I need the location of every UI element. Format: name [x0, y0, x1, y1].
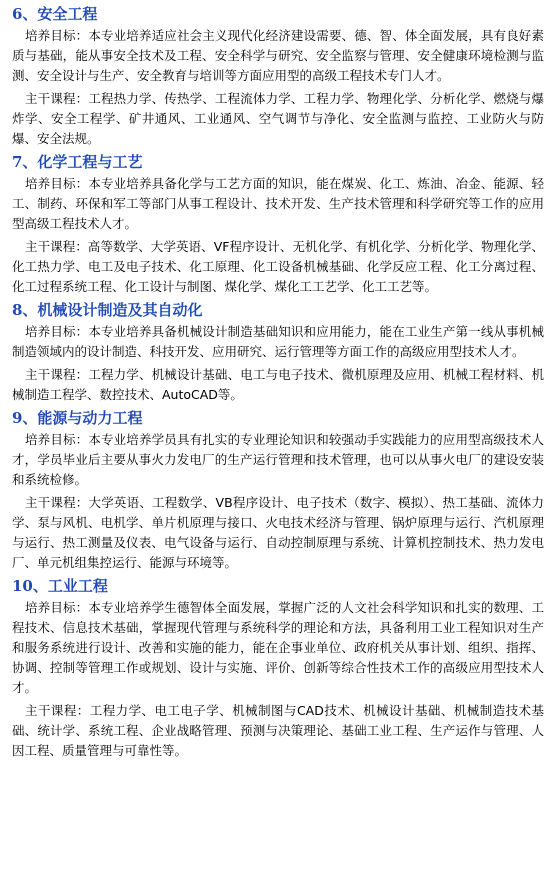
- training-goal-paragraph: [12, 26, 544, 86]
- core-courses-paragraph: [12, 493, 544, 573]
- training-goal-label: 培养目标：: [25, 28, 89, 43]
- section-energy-power: [12, 408, 544, 573]
- core-courses-label: 主干课程：: [25, 367, 89, 382]
- training-goal-label: 培养目标：: [25, 432, 89, 447]
- core-courses-text: 工程力学、电工电子学、机械制图与CAD技术、机械设计基础、机械制造技术基础、统计学、系统工程、企业战略管理、预测与决策理论、基础工业工程、生产运作与管理、人因工程、质量管理与可靠性等。: [12, 703, 544, 758]
- training-goal-label: 培养目标：: [25, 176, 89, 191]
- training-goal-label: 培养目标：: [25, 600, 89, 615]
- section-title: 9、能源与动力工程: [12, 409, 143, 427]
- training-goal-paragraph: [12, 322, 544, 362]
- core-courses-label: 主干课程：: [25, 91, 89, 106]
- training-goal-label: 培养目标：: [25, 324, 89, 339]
- core-courses-label: 主干课程：: [25, 239, 88, 254]
- section-title: 8、机械设计制造及其自动化: [12, 301, 203, 319]
- section-chemical-engineering: [12, 152, 544, 297]
- core-courses-paragraph: [12, 237, 544, 297]
- training-goal-text: 本专业培养学生德智体全面发展，掌握广泛的人文社会科学知识和扎实的数理、工程技术、信息技术基础，掌握现代管理与系统科学的理论和方法，具备利用工业工程知识对生产和服务系统进行设计、改善和实施的能力，能在企事业单位、政府机关从事计划、组织、指挥、协调、控制等管理工作或规划、设计与实施、评价、创新等综合性技术工作的高级应用型技术人才。: [12, 600, 544, 695]
- core-courses-text: 工程力学、机械设计基础、电工与电子技术、微机原理及应用、机械工程材料、机械制造工程学、数控技术、AutoCAD等。: [12, 367, 544, 402]
- core-courses-text: 大学英语、工程数学、VB程序设计、电子技术（数字、模拟）、热工基础、流体力学、泵与风机、电机学、单片机原理与接口、火电技术经济与管理、锅炉原理与运行、汽机原理与运行、热工测量及仪表、电气设备与运行、自动控制原理与系统、计算机控制技术、热力发电厂、单元机组集控运行、能源与环境等。: [12, 495, 544, 570]
- section-industrial-engineering: [12, 576, 544, 761]
- core-courses-label: 主干课程：: [25, 495, 89, 510]
- training-goal-text: 本专业培养学员具有扎实的专业理论知识和较强动手实践能力的应用型高级技术人才，学员毕业后主要从事火力发电厂的生产运行管理和技术管理，也可以从事火电厂的建设安装和系统检修。: [12, 432, 544, 487]
- core-courses-text: 工程热力学、传热学、工程流体力学、工程力学、物理化学、分析化学、燃烧与爆炸学、安全工程学、矿井通风、工业通风、空气调节与净化、安全监测与监控、工业防火与防爆、安全法规。: [12, 91, 544, 146]
- training-goal-paragraph: [12, 430, 544, 490]
- core-courses-paragraph: [12, 89, 544, 149]
- core-courses-paragraph: [12, 701, 544, 761]
- training-goal-text: 本专业培养具备化学与工艺方面的知识，能在煤炭、化工、炼油、冶金、能源、轻工、制药、环保和军工等部门从事工程设计、技术开发、生产技术管理和科学研究等工作的应用型高级工程技术人才。: [12, 176, 544, 231]
- section-mechanical-design: [12, 300, 544, 405]
- section-title: 7、化学工程与工艺: [12, 153, 143, 171]
- core-courses-text: 高等数学、大学英语、VF程序设计、无机化学、有机化学、分析化学、物理化学、化工热力学、电工及电子技术、化工原理、化工设备机械基础、化学反应工程、化工分离过程、化工过程系统工程、化工设计与制图、煤化学、煤化工工艺学、化工工艺等。: [12, 239, 544, 294]
- section-title: 10、工业工程: [12, 577, 108, 595]
- core-courses-label: 主干课程：: [25, 703, 90, 718]
- training-goal-text: 本专业培养适应社会主义现代化经济建设需要、德、智、体全面发展，具有良好素质与基础，能从事安全技术及工程、安全科学与研究、安全监察与管理、安全健康环境检测与监测、安全设计与生产、安全教育与培训等方面应用型的高级工程技术专门人才。: [12, 28, 544, 83]
- core-courses-paragraph: [12, 365, 544, 405]
- training-goal-paragraph: [12, 174, 544, 234]
- section-title: 6、安全工程: [12, 5, 98, 23]
- section-safety-engineering: [12, 4, 544, 149]
- training-goal-text: 本专业培养具备机械设计制造基础知识和应用能力，能在工业生产第一线从事机械制造领域内的设计制造、科技开发、应用研究、运行管理等方面工作的高级应用型技术人才。: [12, 324, 544, 359]
- training-goal-paragraph: [12, 598, 544, 698]
